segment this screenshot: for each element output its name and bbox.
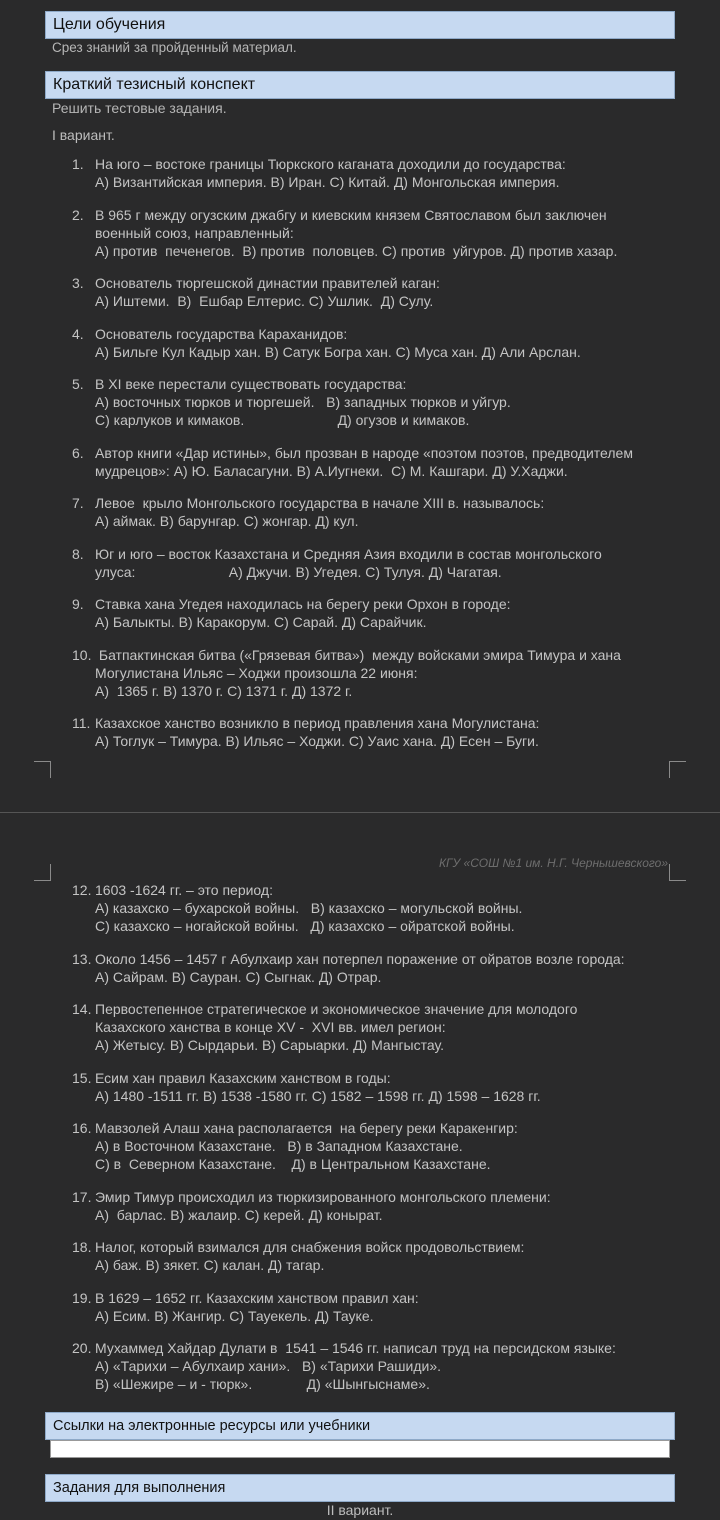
question-list-page-2 [72,881,692,1408]
question-item [72,714,692,750]
question-item [72,595,692,631]
question-item [72,1339,692,1393]
question-text: 1603 -1624 гг. – это период: А) казахско – бухарской войны. В) казахско – могульской войны. С) казахско – ногайской войны. Д) казахско – ойратской войны. [95,882,523,934]
learning-goals-text: Срез знаний за пройденный материал. [52,40,297,55]
question-item [72,375,692,429]
question-number: 8. [72,545,84,562]
question-text: Основатель тюргешской династии правителей каган: А) Иштеми. В) Ешбар Елтерис. С) Ушлик. Д) Сулу. [95,275,440,309]
section-header-learning-goals: Цели обучения [45,11,675,39]
page-break-divider [0,812,720,813]
question-number: 3. [72,275,84,291]
question-number: 20. [72,1340,92,1356]
resources-input-box[interactable] [50,1440,670,1458]
question-item [72,206,692,260]
question-text: На юго – востоке границы Тюркского каганата доходили до государства: А) Византийская империя. В) Иран. С) Китай. Д) Монгольская империя. [95,156,566,190]
question-number: 10. [72,646,92,663]
section-header-resources: Ссылки на электронные ресурсы или учебники [45,1412,675,1440]
question-number: 15. [72,1069,92,1086]
question-text: В XI веке перестали существовать государства: А) восточных тюрков и тюргешей. В) западных тюрков и уйгур. С) карлуков и кимаков. Д) огузов и кимаков. [95,376,511,428]
question-list-page-1 [72,155,692,765]
question-text: Есим хан правил Казахским ханством в годы: А) 1480 -1511 гг. В) 1538 -1580 гг. С) 1582 – 1598 гг. Д) 1598 – 1628 гг. [95,1069,541,1104]
question-item [72,155,692,191]
section-header-tasks: Задания для выполнения [45,1474,675,1502]
question-text: Эмир Тимур происходил из тюркизированного монгольского племени: А) барлас. В) жалаир. С) керей. Д) конырат. [95,1188,551,1223]
summary-text: Решить тестовые задания. [52,100,227,116]
question-number: 5. [72,376,84,392]
page-corner-mark [669,761,686,778]
page-corner-mark [34,761,51,778]
question-text: Около 1456 – 1457 г Абулхаир хан потерпел поражение от ойратов возле города: А) Сайрам. В) Сауран. С) Сыгнак. Д) Отрар. [95,950,625,985]
question-item [72,881,692,935]
question-item [72,1289,692,1325]
question-number: 12. [72,882,92,898]
question-number: 9. [72,596,84,612]
question-text: Казахское ханство возникло в период правления хана Могулистана: А) Тоглук – Тимура. В) Ильяс – Ходжи. С) Уаис хана. Д) Есен – Буги. [95,715,540,749]
question-item [72,950,692,986]
question-number: 17. [72,1188,92,1205]
question-number: 19. [72,1289,92,1306]
question-item [72,1119,692,1173]
question-text: Левое крыло Монгольского государства в начале XIII в. называлось: А) аймак. В) барунгар. С) жонгар. Д) кул. [95,495,545,529]
question-number: 7. [72,495,84,511]
variant-label-2: II вариант. [326,1502,394,1518]
question-item [72,274,692,310]
question-text: Автор книги «Дар истины», был прозван в народе «поэтом поэтов, предводителем мудрецов»: А) Ю. Баласагуни. В) А.Иугнеки. С) М. Кашгари. Д) У.Хаджи. [95,444,633,479]
question-text: Налог, который взимался для снабжения войск продовольствием: А) баж. В) зякет. С) калан. Д) тагар. [95,1239,525,1273]
question-text: Первостепенное стратегическое и экономическое значение для молодого Казахского ханства в конце XV - XVI вв. имел регион: А) Жетысу. В) Сырдарьи. В) Сарыарки. Д) Мангыстау. [95,1001,578,1053]
question-text: В 1629 – 1652 гг. Казахским ханством правил хан: А) Есим. В) Жангир. С) Тауекель. Д) Тауке. [95,1289,419,1324]
question-number: 1. [72,156,84,172]
question-text: Основатель государства Караханидов: А) Бильге Кул Кадыр хан. В) Сатук Богра хан. С) Муса хан. Д) Али Арслан. [95,325,581,360]
question-item [72,444,692,480]
header-school-note: КГУ «СОШ №1 им. Н.Г. Чернышевского» [438,856,668,870]
question-number: 16. [72,1120,92,1136]
question-text: В 965 г между огузским джабгу и киевским князем Святославом был заключен военный союз, направленный: А) против печенегов. В) против половцев. С) против уйгуров. Д) против хазар. [95,206,618,259]
question-text: Ставка хана Угедея находилась на берегу реки Орхон в городе: А) Балыкты. В) Каракорум. С) Сарай. Д) Сарайчик. [95,596,511,630]
page-corner-mark [34,864,51,881]
question-text: Батпактинская битва («Грязевая битва») между войсками эмира Тимура и хана Могулистана Ильяс – Ходжи произошла 22 июня: А) 1365 г. В) 1370 г. С) 1371 г. Д) 1372 г. [95,646,621,699]
section-header-summary: Краткий тезисный конспект [45,71,675,99]
question-number: 2. [72,206,84,223]
question-text: Мавзолей Алаш хана располагается на берегу реки Каракенгир: А) в Восточном Казахстане. В) в Западном Казахстане. С) в Северном Казахстане. Д) в Центральном Казахстане. [95,1120,518,1172]
question-number: 6. [72,444,84,461]
question-number: 4. [72,325,84,342]
question-item [72,545,692,581]
question-number: 13. [72,950,92,967]
question-text: Мухаммед Хайдар Дулати в 1541 – 1546 гг. написал труд на персидском языке: А) «Тарихи – Абулхаир хани». В) «Тарихи Рашиди». В) «Шежире – и - тюрк». Д) «Шынгыснаме». [95,1340,616,1392]
question-item [72,1069,692,1105]
question-item [72,494,692,530]
question-number: 11. [72,715,91,731]
question-number: 18. [72,1239,92,1255]
question-text: Юг и юго – восток Казахстана и Средняя Азия входили в состав монгольского улуса: А) Джучи. В) Угедея. С) Тулуя. Д) Чагатая. [95,545,602,580]
page-corner-mark [669,864,686,881]
variant-label-1: I вариант. [52,127,115,143]
question-item [72,1188,692,1224]
question-item [72,646,692,700]
question-item [72,1000,692,1054]
question-item [72,325,692,361]
question-item [72,1238,692,1274]
question-number: 14. [72,1001,92,1017]
